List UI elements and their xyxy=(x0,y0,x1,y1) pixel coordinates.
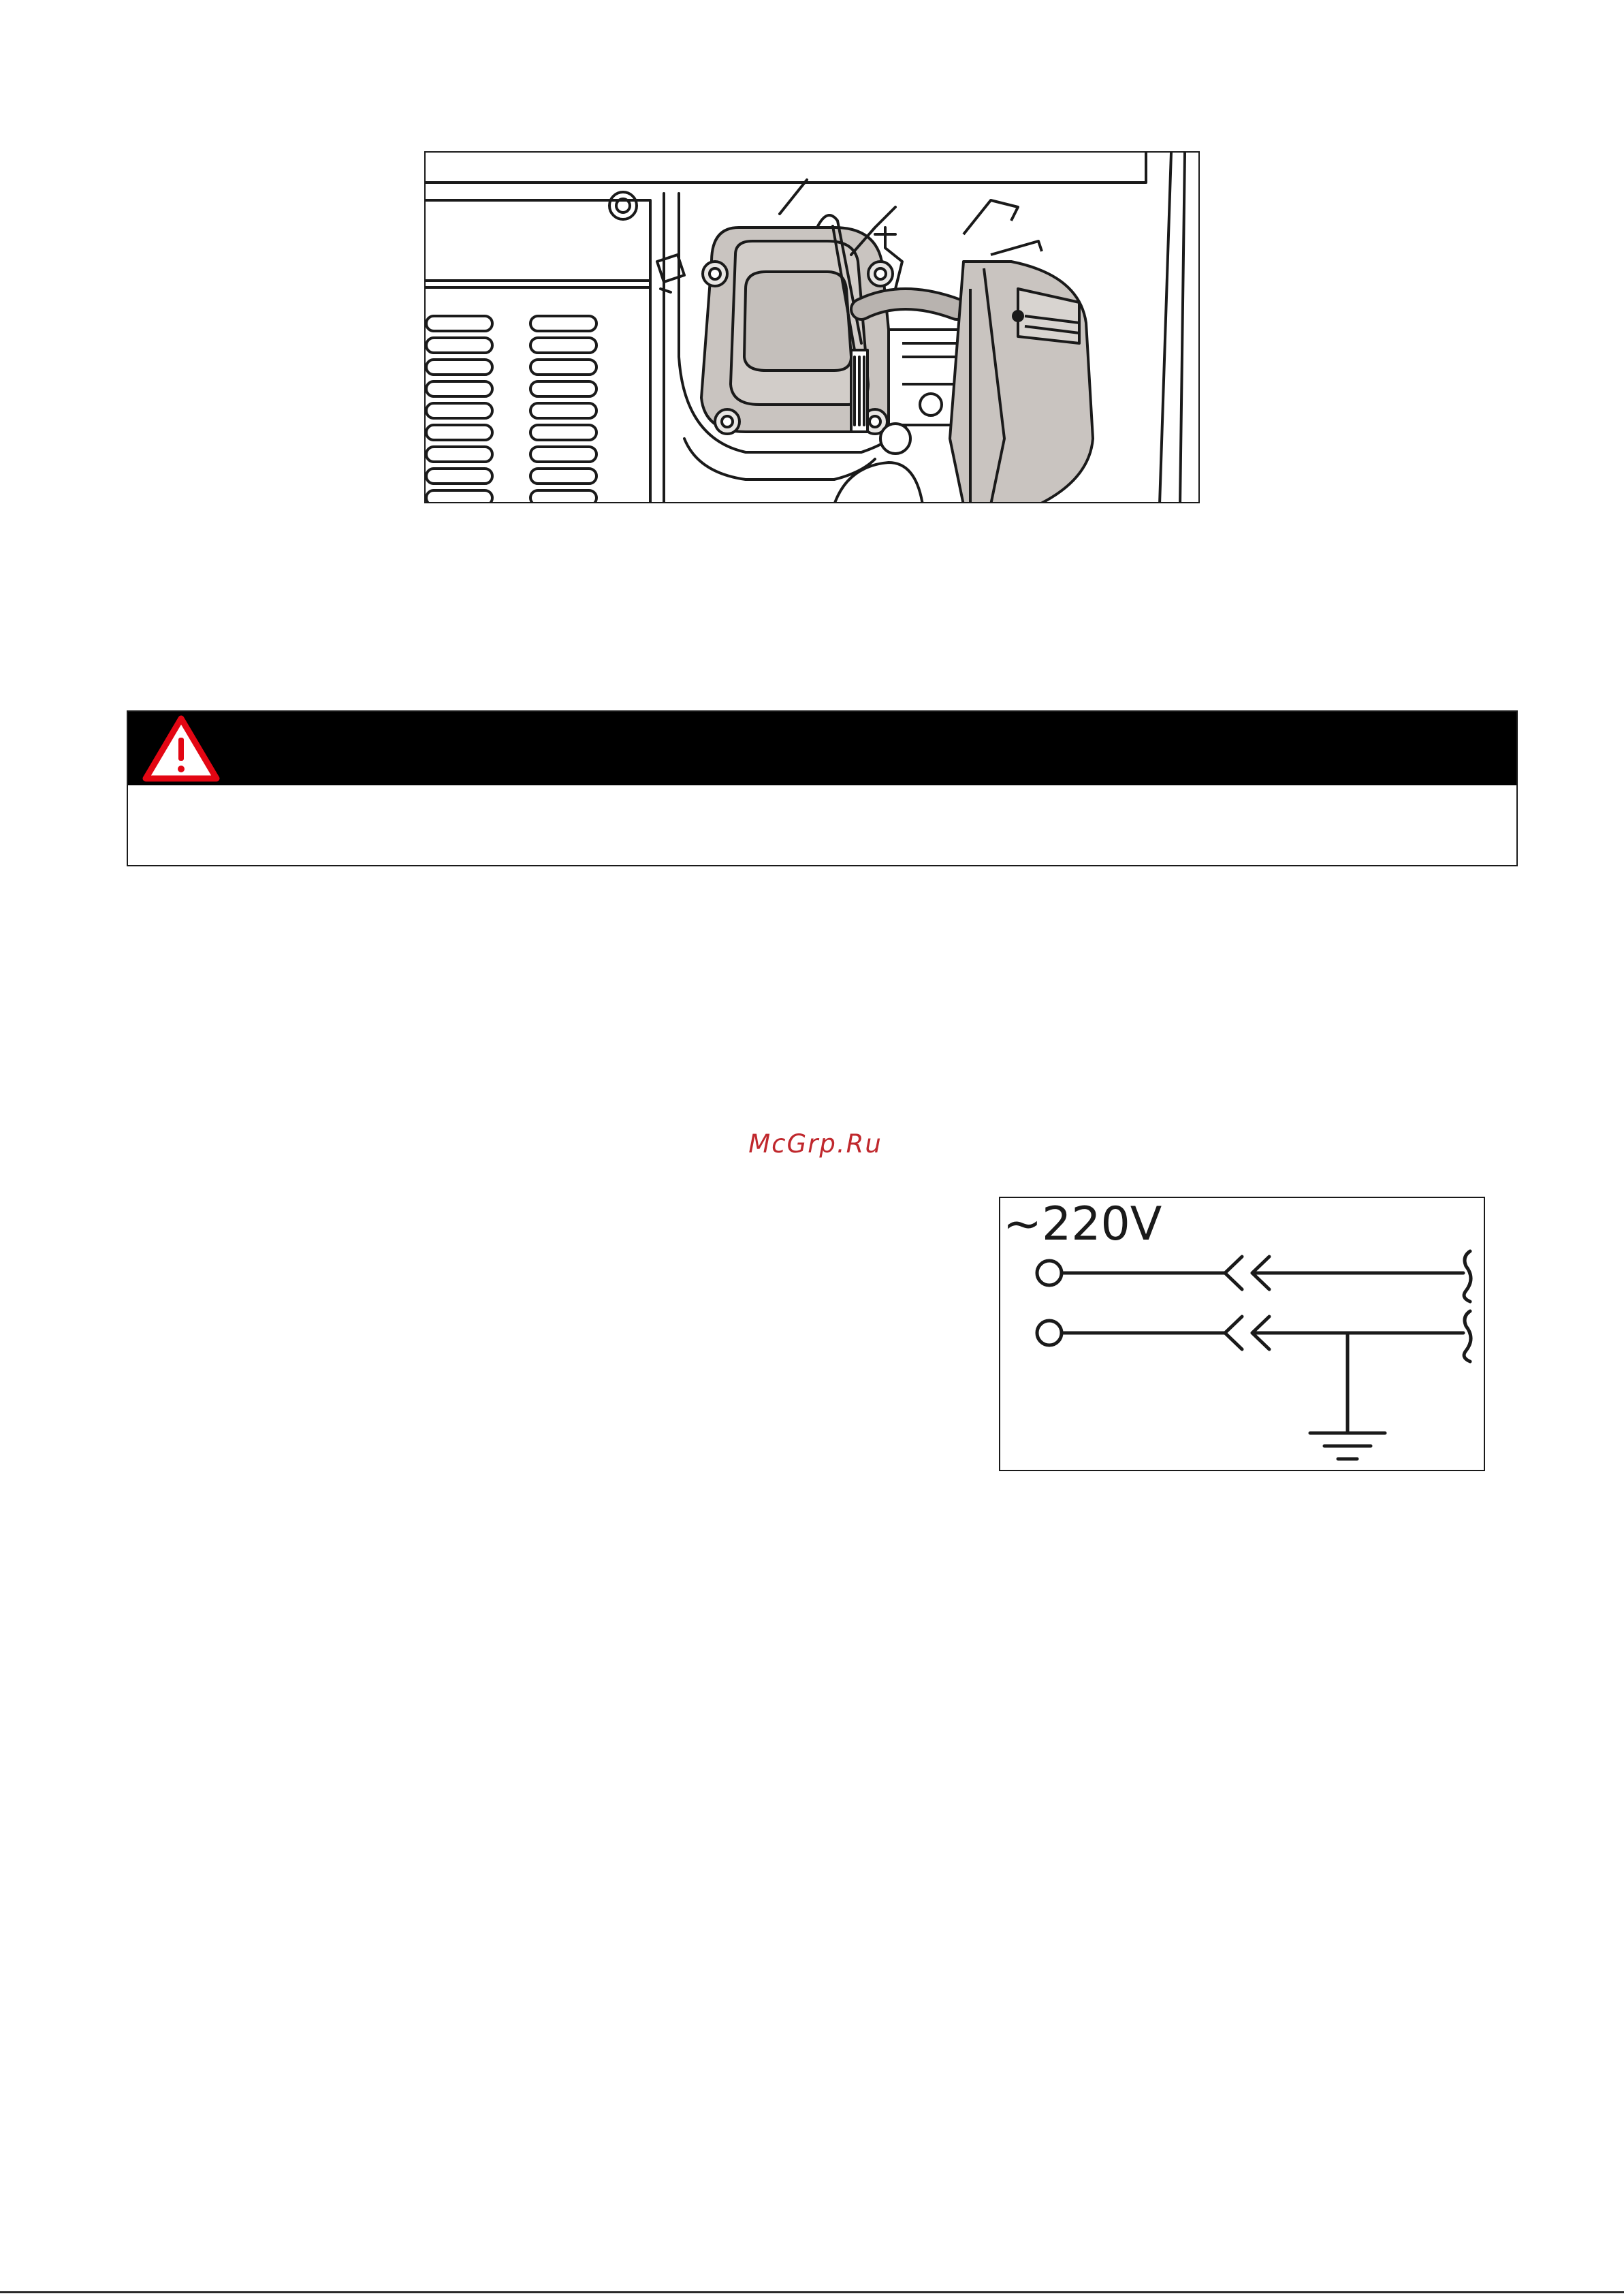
warning-header-bar xyxy=(128,712,1516,785)
warning-block xyxy=(127,710,1518,866)
generator-engine-drawing xyxy=(426,153,1200,503)
watermark-text: McGrp.Ru xyxy=(748,1129,882,1159)
warning-triangle-icon xyxy=(142,714,221,783)
engine-illustration xyxy=(424,151,1200,503)
warning-body xyxy=(128,785,1516,865)
voltage-label: ~220V xyxy=(1003,1197,1162,1251)
circuit-diagram xyxy=(999,1197,1485,1471)
grounding-circuit-drawing xyxy=(1000,1198,1485,1471)
page-bottom-rule xyxy=(0,2291,1624,2293)
